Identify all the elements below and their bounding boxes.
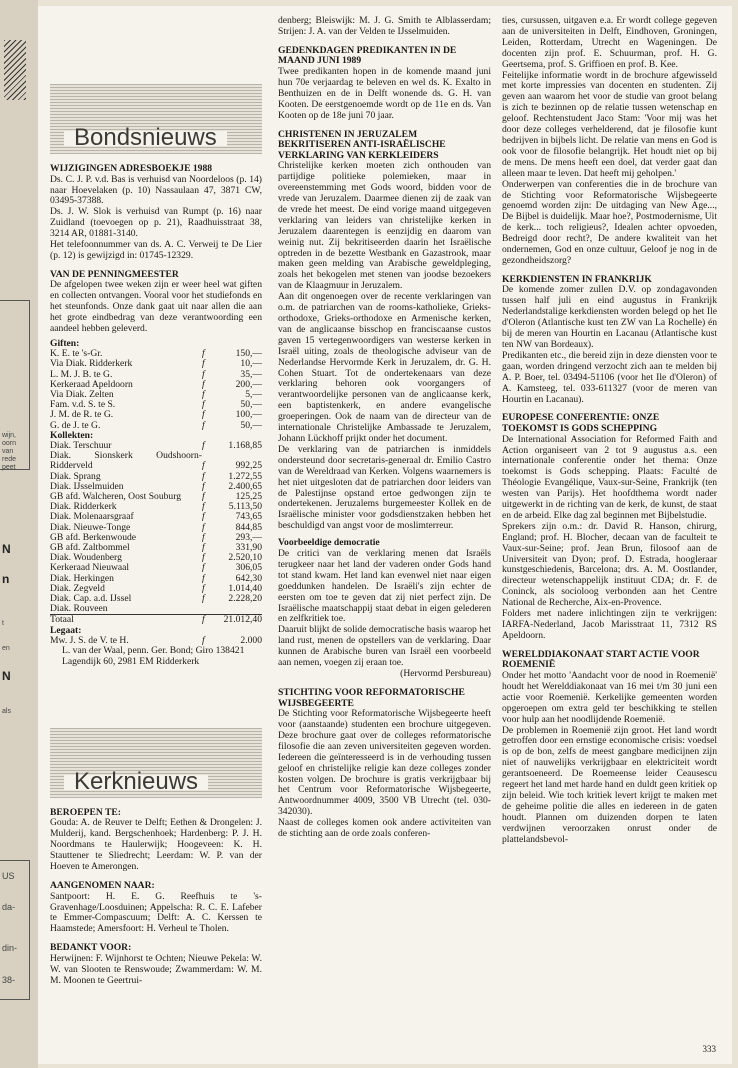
paragraph: Het telefoonnummer van ds. A. C. Verweij te De Lier (p. 12) is gewijzigd in: 01745-12329. bbox=[50, 239, 262, 261]
gifts-table bbox=[50, 339, 262, 646]
paragraph: Aan dit ongenoegen over de recente verklaringen van o.m. de patriarchen van de rooms-katholieke, Grieks-orthodoxe, Grieks-orthodoxe en Armenische kerken, van de anglicaanse bisschop en franciscaanse custos gaven 15 vertegenwoordigers van westerse kerken in Israël uiting, zoals de theologische adviseur van de Nederlandse Hervormde Kerk in Jeruzalem, dr. G. H. Cohen Stuart. Tot de ondertekenaars van deze verklaring behoren ook voorgangers of verantwoordelijke personen van de anglicaanse kerk, een baptistenkerk, en andere evangelische groeperingen. Ook de naam van de directeur van de internationale Christelijke Ambassade te Jeruzalem, Johann Lückhoff prijkt onder het document. bbox=[278, 291, 491, 444]
edge-text: N bbox=[2, 669, 11, 683]
edge-text: van bbox=[2, 448, 14, 455]
collection-row: Diak. Rouveen bbox=[50, 603, 108, 615]
edge-text: wijn, bbox=[2, 432, 17, 439]
collection-row: Diak. Woudenberg f 2.520,10 bbox=[50, 552, 262, 564]
edge-text: als bbox=[2, 708, 11, 715]
gift-row: Via Diak. Zelten f 5,— bbox=[50, 388, 262, 400]
section-heading: WERELDDIAKONAAT START ACTIE VOOR ROEMENIË bbox=[502, 648, 700, 671]
magazine-page bbox=[38, 6, 732, 1064]
edge-text: peet bbox=[2, 464, 16, 471]
paragraph: Onderwerpen van conferenties die in de brochure van de Stichting voor Reformatorische Wijsbegeerte genoemd worden zijn: De uitdaging van New Age..., De Bijbel is duidelijk. Maar hoe?, Postmodernisme, Uit de kerk... toch religieus?, Idealen achter opvoeden, Bedreigd door recht?, De andere kwaliteit van het ondernemen, God en onze cultuur, Geloof je nog in de gezondheidszorg? bbox=[502, 178, 717, 266]
section-heading: EUROPESE CONFERENTIE: ONZE TOEKOMST IS GODS SCHEPPING bbox=[502, 412, 660, 434]
paragraph: denberg; Bleiswijk: M. J. G. Smith te Alblasserdam; Strijen: J. A. van der Velden te IJsselmuiden. bbox=[278, 15, 491, 37]
edge-text: N bbox=[2, 542, 11, 556]
kerknieuws-title: Kerknieuws bbox=[64, 775, 208, 790]
section-heading: BEDANKT VOOR: bbox=[50, 942, 132, 954]
total-row: Totaal f 21.012,40 bbox=[50, 614, 262, 626]
gift-row: Fam. v.d. S. te S. f 50,— bbox=[50, 399, 262, 411]
paragraph: Gouda: A. de Reuver te Delft; Eethen & Drongelen: J. Mulderij, kand. Bergschenhoek; Hardenberg: P. J. H. Noordmans te Haulerwijk; Hoogeveen: K. H. Stauttener te Sliedrecht; Leerdam: W. P. van der Hoeven te Amerongen. bbox=[50, 817, 262, 873]
edge-text: din- bbox=[2, 943, 18, 953]
collections-label: Kollekten: bbox=[50, 429, 94, 441]
paragraph: De afgelopen twee weken zijn er weer heel wat giften en collecten ontvangen. Vooral voor het studiefonds en het steunfonds. Onze dank gaat uit naar allen die aan het grote eindbedrag van deze verantwoording een aandeel hebben geleverd. bbox=[50, 279, 262, 335]
paragraph: Naast de colleges komen ook andere activiteiten van de stichting aan de orde zoals conferen- bbox=[278, 817, 491, 840]
section-heading: CHRISTENEN IN JERUZALEM BEKRITISEREN ANTI-ISRAËLISCHE VERKLARING VAN KERKLEIDERS bbox=[278, 128, 446, 161]
gift-row: L. M. J. B. te G. f 35,— bbox=[50, 368, 262, 380]
section-heading: STICHTING VOOR REFORMATORISCHE WIJSBEGEERTE bbox=[278, 686, 465, 709]
column-2 bbox=[278, 16, 491, 840]
collection-row: Diak. Sionskerk Oudshoorn-Ridderveld f 992,25 bbox=[50, 450, 262, 472]
edge-text: 38- bbox=[2, 975, 16, 985]
paragraph: Herwijnen: F. Wijnhorst te Ochten; Nieuwe Pekela: W. W. van Slooten te Renswoude; Zwammerdam: W. M. M. Moonen te Geertrui- bbox=[50, 952, 262, 986]
collection-row: Diak. Herkingen f 642,30 bbox=[50, 572, 262, 584]
gift-row: Via Diak. Ridderkerk f 10,— bbox=[50, 358, 262, 370]
collection-row: Diak. IJsselmuiden f 2.400,65 bbox=[50, 480, 262, 492]
edge-text: t bbox=[2, 620, 4, 627]
paragraph: Ds. J. W. Slok is verhuisd van Rumpt (p. 16) naar Zuidland (toevoegen op p. 21), Raadhuisstraat 38, 3214 AR, 01881-3140. bbox=[50, 206, 262, 240]
section-heading: KERKDIENSTEN IN FRANKRIJK bbox=[502, 273, 652, 285]
bondsnieuws-title: Bondsnieuws bbox=[64, 131, 227, 146]
treasurer-signature: L. van der Waal, penn. Ger. Bond; Giro 138421 Lagendijk 60, 2981 EM Ridderkerk bbox=[62, 645, 245, 667]
gifts-label: Giften: bbox=[50, 337, 80, 349]
paragraph: De critici van de verklaring menen dat Israëls terugkeer naar het land der vaderen onder Gods hand tot stand kwam. Het land kan evenwel niet naar eigen goeddunken handelen. De Israëli's zijn echter de eersten om toe te geven dat zij niet perfect zijn. De Israëlische maatschappij staat debat in eigen gelederen en zelfkritiek toe. bbox=[278, 548, 491, 625]
subheading: Voorbeeldige democratie bbox=[278, 537, 380, 549]
edge-text: US bbox=[2, 871, 15, 881]
paragraph: Folders met nadere inlichtingen zijn te verkrijgen: IARFA-Nederland, Jacob Marisstraat 11, 7312 RS Apeldoorn. bbox=[502, 608, 717, 641]
edge-text: en bbox=[2, 645, 10, 652]
paragraph: Daaruit blijkt de solide democratische basis waarop het land rust, menen de opstellers van de verklaring. Daar kunnen de Arabische buren van Israël een voorbeeld aan nemen, voegen zij eraan toe. bbox=[278, 624, 491, 669]
paragraph: De verklaring van de patriarchen is inmiddels ondersteund door secretaris-generaal dr. Emilio Castro van de Wereldraad van Kerken. Volgens waarnemers is het niet uitgesloten dat de patriarchen door leiders van de Palestijnse opstand ertoe gedwongen zijn te ondertekenen. Jeruzalems burgemeester Kollek en de Israëlische minister voor godsdienstzaken hebben het beschuldigd van angst voor de moslimterreur. bbox=[278, 443, 491, 532]
paragraph: Feitelijke informatie wordt in de brochure afgewisseld met korte impressies van docenten en studenten. Zij geven aan waarom het voor de studie van groot belang is zich te bezinnen op de relatie tussen wetenschap en geloof. Rechtenstudent Jaco Stam: 'Voor mij was het door deze colleges verhelderend, dat je filosofie kunt bedrijven in bijbels licht. De relatie van mens en God is ook voor de filosofie belangrijk. Het houdt niet op bij de mens. De mens heeft een doel, dat verder gaat dan alleen maar te leven. Dat heeft mij geholpen.' bbox=[502, 69, 717, 179]
collection-row: Diak. Cap. a.d. IJssel f 2.228,20 bbox=[50, 593, 262, 605]
column-3 bbox=[502, 16, 717, 846]
adjacent-page-edge bbox=[0, 0, 38, 1068]
collection-row: GB afd. Walcheren, Oost Souburg f 125,25 bbox=[50, 491, 262, 503]
legacy-row: Mw. J. S. de V. te H. f 2.000 bbox=[50, 634, 262, 646]
edge-text: n bbox=[2, 572, 10, 586]
collection-row: GB afd. Berkenwoude f 293,— bbox=[50, 531, 262, 543]
paragraph: De International Association for Reformed Faith and Action organiseert van 2 tot 9 augustus a.s. een internationale conferentie onder het thema: Onze toekomst is Gods schepping. Plaats: Faculté de Théologie Evangélique, Vaux-sur-Seine, Frankrijk (ten westen van Parijs). Het hoofdthema wordt nader uitgewerkt in de richting van de kerk, de kunst, de staat en de arbeid. Elke dag zal beginnen met Bijbelstudie. bbox=[502, 433, 717, 521]
column-1 bbox=[50, 16, 262, 987]
section-heading: AANGENOMEN NAAR: bbox=[50, 880, 155, 891]
edge-text: da- bbox=[2, 902, 16, 912]
edge-box bbox=[0, 860, 30, 1000]
gift-row: J. M. de R. te G. f 100,— bbox=[50, 409, 262, 421]
page-number: 333 bbox=[702, 1044, 716, 1054]
gift-row: Kerkeraad Apeldoorn f 200,— bbox=[50, 378, 262, 390]
paragraph: De Stichting voor Reformatorische Wijsbegeerte heeft voor (aanstaande) studenten een brochure uitgegeven. Deze brochure gaat over de colleges reformatorische filosofie die aan zeven universiteiten gegeven worden. Iedereen die geïnteresseerd is in de verhouding tussen geloof en christelijke religie kan deze colleges zonder kosten volgen. De brochure is gratis verkrijgbaar bij het Centrum voor Reformatorische Wijsbegeerte, Antwoordnummer 4009, 3500 VB Utrecht (tel. 030-342030). bbox=[278, 708, 491, 818]
gift-row: G. de J. te G. f 50,— bbox=[50, 419, 262, 431]
edge-text: rede bbox=[2, 456, 17, 463]
source-credit: (Hervormd Persbureau) bbox=[400, 668, 491, 679]
section-heading: WIJZIGINGEN ADRESBOEKJE 1988 bbox=[50, 163, 213, 174]
paragraph: Twee predikanten hopen in de komende maand juni hun 70e verjaardag te beleven en wel ds. K. Exalto in Benthuizen en de in Delft wonende ds. G. H. van Kooten. De eerstgenoemde wordt op de 11e en ds. Van Kooten op de 18e juni 70 jaar. bbox=[278, 66, 491, 121]
collection-row: Diak. Ridderkerk f 5.113,50 bbox=[50, 501, 262, 513]
edge-stripes bbox=[4, 40, 26, 100]
legacy-label: Legaat: bbox=[50, 624, 82, 636]
paragraph: Christelijke kerken moeten zich onthouden van partijdige politieke polemieken, maar in overeenstemming met Gods woord, bidden voor de vrede van Jeruzalem. Daarmee dienen zij de zaak van de vrede het meest. De eind vorige maand uitgegeven verklaring van leiders van christelijke kerken in Jeruzalem daarentegen is eenzijdig en daarom van weinig nut. Zij bekritiseerden daarin het Israëlische optreden in de bezette Westbank en Gazastrook, maar maken geen melding van Arabische geweldpleging, zoals het bekogelen met stenen van joodse bezoekers van de Klaagmuur in Jeruzalem. bbox=[278, 160, 491, 292]
section-heading: BEROEPEN TE: bbox=[50, 806, 121, 818]
collection-row: Diak. Terschuur f 1.168,85 bbox=[50, 440, 262, 451]
gift-row: K. E. te 's-Gr. f 150,— bbox=[50, 348, 262, 360]
paragraph: Santpoort: H. E. G. Reefhuis te 's-Gravenhage/Loosduinen; Appelscha: R. C. E. Lafeber te Emmer-Compascuum; Delft: A. C. Kerssen te Haamstede; Amersfoort: H. Verheul te Tholen. bbox=[50, 890, 262, 935]
paragraph: De problemen in Roemenië zijn groot. Het land wordt getroffen door een ernstige economische crisis: voedsel is op de bon, zelfs de meest gangbare medicijnen zijn niet of nauwelijks verkrijgbaar en elektriciteit wordt gerantsoeneerd. De Roemeense leider Ceausescu regeert het land met harde hand en duldt geen kritiek op zijn beleid. Wie toch kritiek levert krijgt te maken met de geheime politie die alles en iedereen in de gaten houdt. Plannen om duizenden dorpen te laten verdwijnen veroorzaken onrust onder de plattelandsbevol- bbox=[502, 724, 717, 845]
collection-row: Diak. Nieuwe-Tonge f 844,85 bbox=[50, 521, 262, 533]
paragraph: ties, cursussen, uitgaven e.a. Er wordt college gegeven aan de universiteiten in Delft, Eindhoven, Groningen, Leiden, Rotterdam, Utrecht en Wageningen. De docenten zijn prof. E. Schuurman, prof. H. G. Geertsema, prof. S. Griffioen en prof. B. Kee. bbox=[502, 15, 717, 70]
collection-row: Diak. Zegveld f 1.014,40 bbox=[50, 582, 262, 594]
section-heading: GEDENKDAGEN PREDIKANTEN IN DE MAAND JUNI 1989 bbox=[278, 44, 457, 67]
paragraph: Predikanten etc., die bereid zijn in deze diensten voor te gaan, worden dringend verzocht zich aan te melden bij A. P. Boer, tel. 03494-51106 (voor het Ile d'Oleron) of A. Kamsteeg, tel. 033-611327 (voor de meren van Hourtin en Lacanau). bbox=[502, 349, 717, 405]
bondsnieuws-banner bbox=[50, 84, 262, 154]
collection-row: Kerkeraad Nieuwaal f 306,05 bbox=[50, 562, 262, 574]
paragraph: De komende zomer zullen D.V. op zondagavonden tussen half juli en eind augustus in Frankrijk Nederlandstalige kerkdiensten worden belegd op het Ile d'Oleron (Atlantische kust ten ZW van La Rochelle) én bij de meren van Hourtin en Lacanau (Atlantische kust ten NW van Bordeaux). bbox=[502, 284, 717, 350]
collection-row: Diak. Molenaarsgraaf f 743,65 bbox=[50, 511, 262, 523]
section-heading: VAN DE PENNINGMEESTER bbox=[50, 268, 179, 280]
paragraph: Ds. C. J. P. v.d. Bas is verhuisd van Noordeloos (p. 14) naar Hoevelaken (p. 10) Nassaulaan 47, 3871 CW, 03495-37388. bbox=[50, 173, 262, 207]
paragraph: Sprekers zijn o.m.: dr. David R. Hanson, chirurg, England; prof. H. Blocher, decaan van de faculteit te Vaux-sur-Seine; prof. Jean Brun, filosoof aan de Universiteit van Dyon; prof. D. Estrada, hoogleraar kunstgeschiedenis, Barcelona; drs. A. M. Oostlander, directeur wetenschappelijk instituut CDA; dr. F. de Coninck, als socioloog verbonden aan het Centre National de Recherche, Aix-en-Provence. bbox=[502, 520, 717, 609]
paragraph: Onder het motto 'Aandacht voor de nood in Roemenië' houdt het Werelddiakonaat van 16 mei t/m 30 juni een actie voor Roemenië. Kerkelijke gemeenten worden opgeroepen om extra geld ter beschikking te stellen voor hulp aan het noodlijdende Roemenië. bbox=[502, 670, 717, 725]
collection-row: GB afd. Zaltbommel f 331,90 bbox=[50, 542, 262, 554]
edge-text: oorn bbox=[2, 440, 17, 447]
kerknieuws-banner bbox=[50, 728, 262, 798]
collection-row: Diak. Sprang f 1.272,55 bbox=[50, 470, 262, 482]
